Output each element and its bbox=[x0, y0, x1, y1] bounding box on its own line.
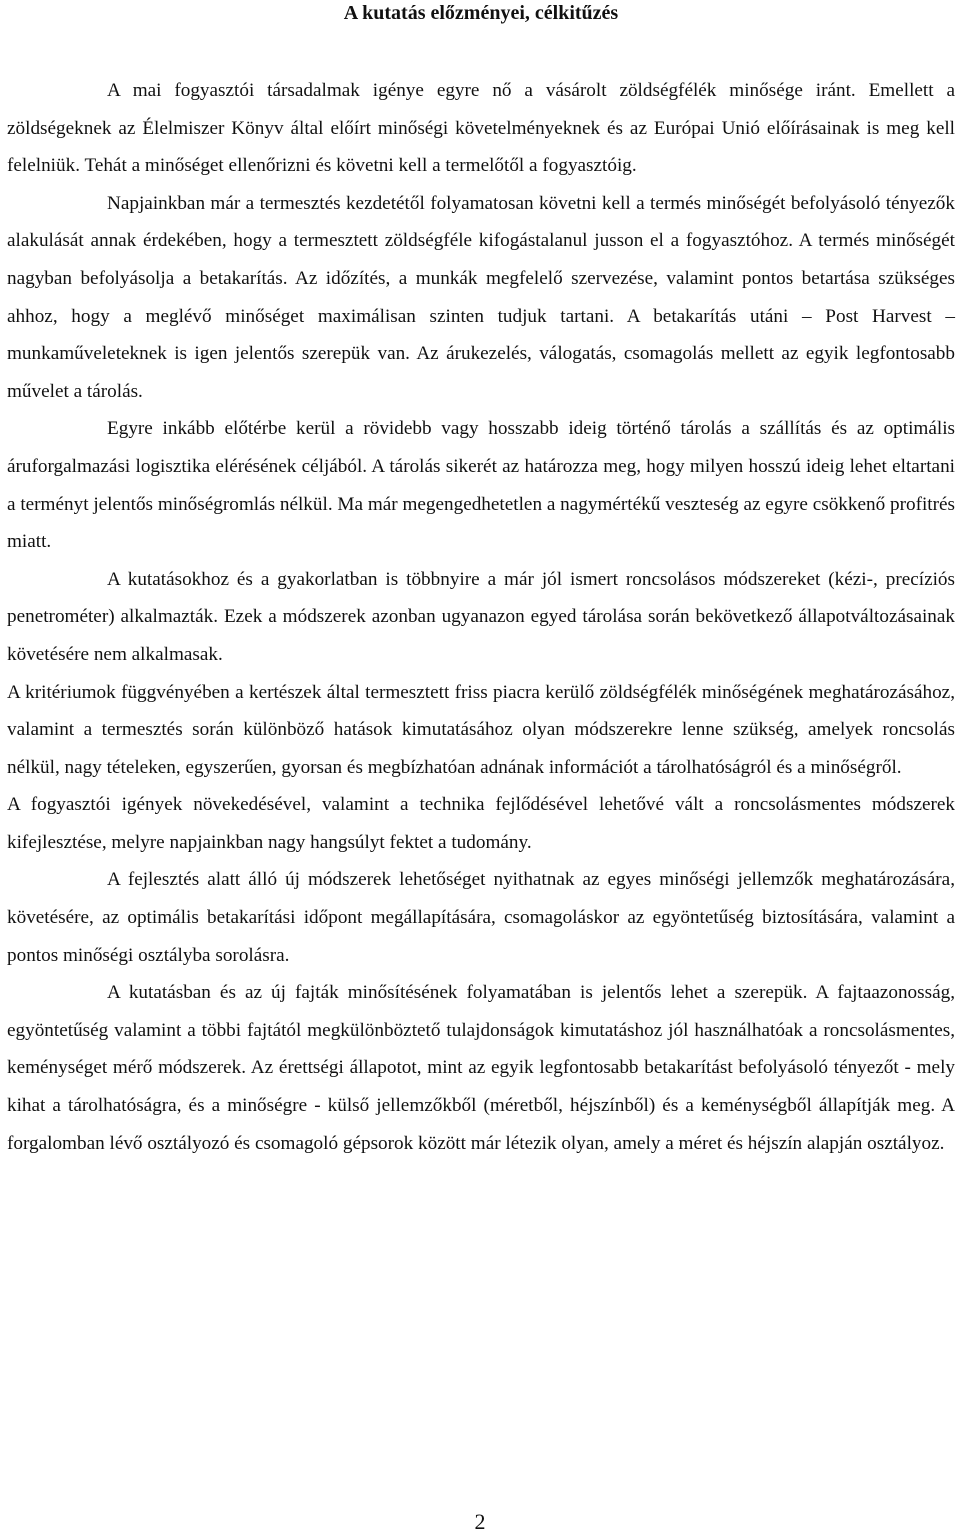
document-page bbox=[7, 0, 955, 1162]
paragraph-1: A mai fogyasztói társadalmak igénye egyre nő a vásárolt zöldségfélék minősége iránt. Emellett a zöldségeknek az Élelmiszer Könyv által előírt minőségi követelményeknek és az Európai Unió előírásainak is meg kell felelniük. Tehát a minőséget ellenőrizni és követni kell a termelőtől a fogyasztóig. bbox=[7, 80, 955, 177]
paragraph-8: A kutatásban és az új fajták minősítésének folyamatában is jelentős lehet a szerepük. A fajtaazonosság, egyöntetűség valamint a többi fajtától megkülönböztető tulajdonságok kimutatáshoz jól használhatóak a roncsolásmentes, keménységet mérő módszerek. Az érettségi állapotot, mint az egyik legfontosabb betakarítást befolyásoló tényezőt - mely kihat a tárolhatóságra, és a minőségre - külső jellemzőkből (méretből, héjszínből) és a keménységből állapítják meg. A forgalomban lévő osztályozó és csomagoló gépsorok között már létezik olyan, amely a méret és héjszín alapján osztályoz. bbox=[7, 982, 955, 1154]
paragraph-7: A fejlesztés alatt álló új módszerek lehetőséget nyithatnak az egyes minőségi jellemzők meghatározására, követésére, az optimális betakarítási időpont megállapítására, csomagoláskor az egyöntetűség biztosítására, valamint a pontos minőségi osztályba sorolásra. bbox=[7, 869, 955, 966]
page-number: 2 bbox=[474, 1509, 486, 1534]
body-text bbox=[7, 72, 955, 1162]
paragraph-4: A kutatásokhoz és a gyakorlatban is többnyire a már jól ismert roncsolásos módszereket (kézi-, precíziós penetrométer) alkalmazták. Ezek a módszerek azonban ugyanazon egyed tárolása során bekövetkező állapotváltozásainak követésére nem alkalmasak. bbox=[7, 568, 955, 665]
paragraph-2: Napjainkban már a termesztés kezdetétől folyamatosan követni kell a termés minőségét befolyásoló tényezők alakulását annak érdekében, hogy a termesztett zöldségféle kifogástalanul jusson el a fogyasztóhoz. A termés minőségét nagyban befolyásolja a betakarítás. Az időzítés, a munkák megfelelő szervezése, valamint pontos betartása szükséges ahhoz, hogy a meglévő minőséget maximálisan szinten tudjuk tartani. A betakarítás utáni – Post Harvest – munkaműveleteknek is igen jelentős szerepük van. Az árukezelés, válogatás, csomagolás mellett az egyik legfontosabb művelet a tárolás. bbox=[7, 192, 955, 402]
paragraph-5: A kritériumok függvényében a kertészek által termesztett friss piacra kerülő zöldségfélék minőségének meghatározásához, valamint a termesztés során különböző hatások kimutatásához olyan módszerekre lenne szükség, amelyek roncsolás nélkül, nagy tételeken, egyszerűen, gyorsan és megbízhatóan adnának információt a tárolhatóságról és a minőségről. bbox=[7, 681, 955, 778]
paragraph-3: Egyre inkább előtérbe kerül a rövidebb vagy hosszabb ideig történő tárolás a szállítás és az optimális áruforgalmazási logisztika elérésének céljából. A tárolás sikerét az határozza meg, hogy milyen hosszú ideig lehet eltartani a terményt jelentős minőségromlás nélkül. Ma már megengedhetetlen a nagymértékű veszteség az egyre csökkenő profitrés miatt. bbox=[7, 418, 955, 553]
paragraph-6: A fogyasztói igények növekedésével, valamint a technika fejlődésével lehetővé vált a roncsolásmentes módszerek kifejlesztése, melyre napjainkban nagy hangsúlyt fektet a tudomány. bbox=[7, 794, 955, 853]
section-title: A kutatás előzményei, célkitűzés bbox=[343, 2, 619, 24]
